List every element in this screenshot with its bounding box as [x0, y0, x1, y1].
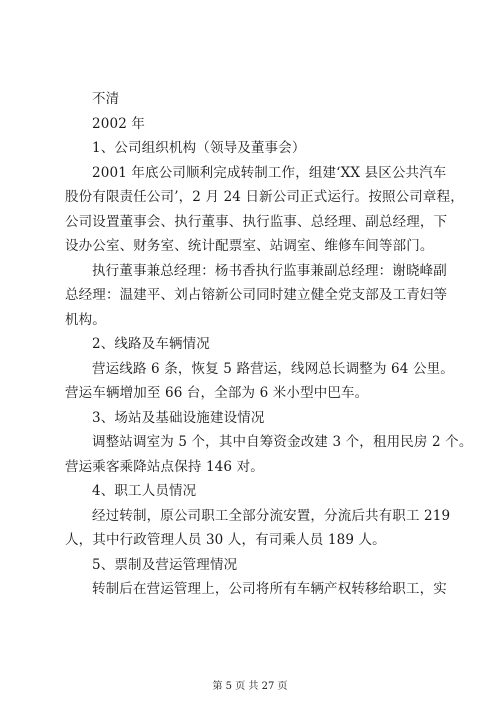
text-line: 经过转制，原公司职工全部分流安置，分流后共有职工 219	[92, 507, 451, 524]
text-line: 2001 年底公司顺利完成转制工作，组建‘XX 县区公共汽车	[92, 164, 447, 181]
section-heading: 1、公司组织机构（领导及董事会）	[92, 140, 306, 156]
section-heading: 5、票制及营运管理情况	[92, 556, 238, 573]
text-line: 人，其中行政管理人员 30 人，有司乘人员 189 人。	[65, 532, 386, 548]
section-heading: 3、场站及基础设施建设情况	[92, 409, 265, 426]
section-heading: 2、线路及车辆情况	[92, 336, 210, 352]
text-line: 营运车辆增加至 66 台，全部为 6 米小型中巴车。	[65, 385, 369, 401]
text-line: 机构。	[65, 311, 106, 328]
text-line: 调整站调室为 5 个，其中自筹资金改建 3 个，租用民房 2 个。	[92, 434, 473, 450]
text-line: 营运乘客乘降站点保持 146 对。	[65, 458, 264, 475]
page-footer: 第 5 页 共 27 页	[212, 681, 288, 692]
section-heading: 4、职工人员情况	[92, 483, 197, 499]
document-body	[65, 87, 473, 602]
text-line: 执行董事兼总经理：杨书香执行监事兼副总经理：谢晓峰副	[92, 262, 447, 279]
text-line: 设办公室、财务室、统计配票室、站调室、维修车间等部门。	[65, 238, 434, 254]
text-line: 2002 年	[92, 115, 146, 132]
text-line: 转制后在营运管理上，公司将所有车辆产权转移给职工，实	[92, 581, 447, 597]
text-line: 营运线路 6 条，恢复 5 路营运，线网总长调整为 64 公里。	[92, 360, 454, 377]
text-line: 不清	[92, 91, 120, 107]
text-line: 总经理：温建平、刘占镕新公司同时建立健全党支部及工青妇等	[65, 287, 448, 303]
text-line: 股份有限责任公司’，2 月 24 日新公司正式运行。按照公司章程，	[65, 189, 464, 205]
text-line: 公司设置董事会、执行董事、执行监事、总经理、副总经理，下	[65, 213, 448, 230]
